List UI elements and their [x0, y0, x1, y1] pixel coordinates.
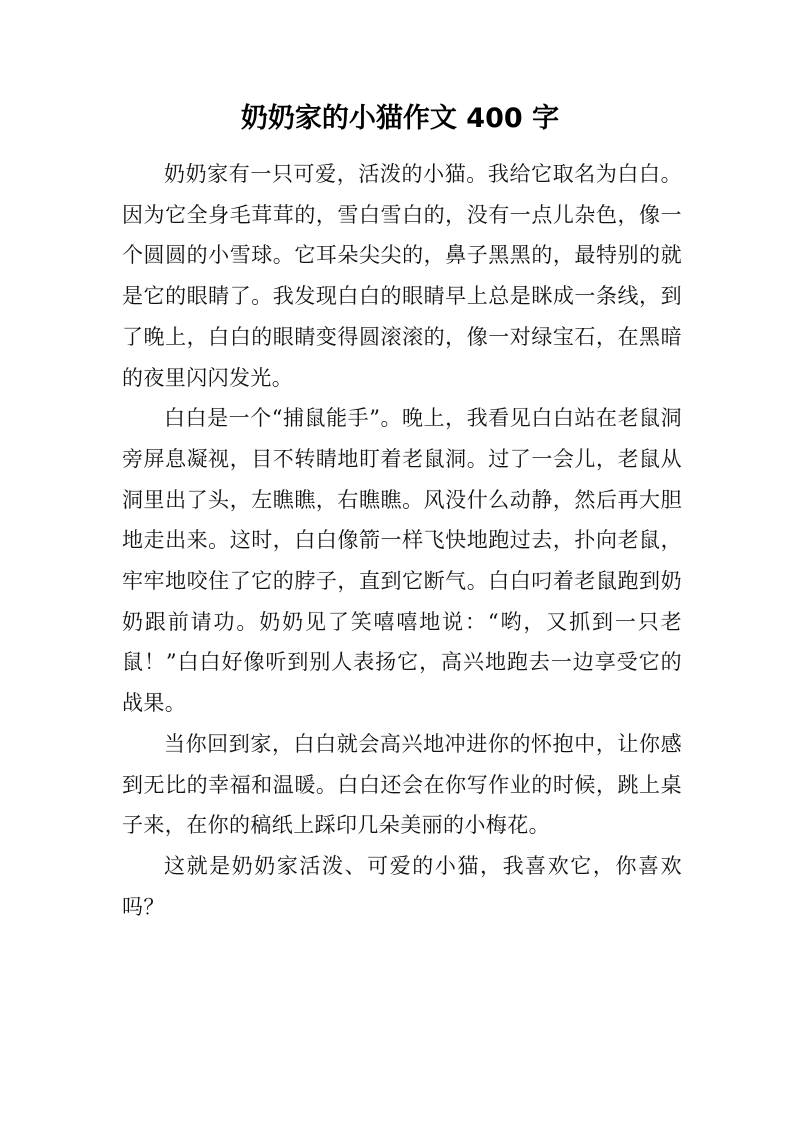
essay-body	[122, 154, 682, 927]
page-title: 奶奶家的小猫作文 400 字	[240, 103, 560, 134]
paragraph-1: 奶奶家有一只可爱，活泼的小猫。我给它取名为白白。因为它全身毛茸茸的，雪白雪白的，没有一点儿杂色，像一个圆圆的小雪球。它耳朵尖尖的，鼻子黑黑的，最特别的就是它的眼睛了。我发现白白的眼睛早上总是眯成一条线，到了晚上，白白的眼睛变得圆滚滚的，像一对绿宝石，在黑暗的夜里闪闪发光。	[122, 162, 682, 390]
paragraph-3: 当你回到家，白白就会高兴地冲进你的怀抱中，让你感到无比的幸福和温暖。白白还会在你写作业的时候，跳上桌子来，在你的稿纸上踩印几朵美丽的小梅花。	[122, 731, 682, 838]
paragraph-2: 白白是一个“捕鼠能手”。晚上，我看见白白站在老鼠洞旁屏息凝视，目不转睛地盯着老鼠洞。过了一会儿，老鼠从洞里出了头，左瞧瞧，右瞧瞧。风没什么动静，然后再大胆地走出来。这时，白白像箭一样飞快地跑过去，扑向老鼠，牢牢地咬住了它的脖子，直到它断气。白白叼着老鼠跑到奶奶跟前请功。奶奶见了笑嘻嘻地说：“哟，又抓到一只老鼠！”白白好像听到别人表扬它，高兴地跑去一边享受它的战果。	[122, 406, 682, 716]
paragraph-4: 这就是奶奶家活泼、可爱的小猫，我喜欢它，你喜欢吗？	[122, 853, 682, 919]
